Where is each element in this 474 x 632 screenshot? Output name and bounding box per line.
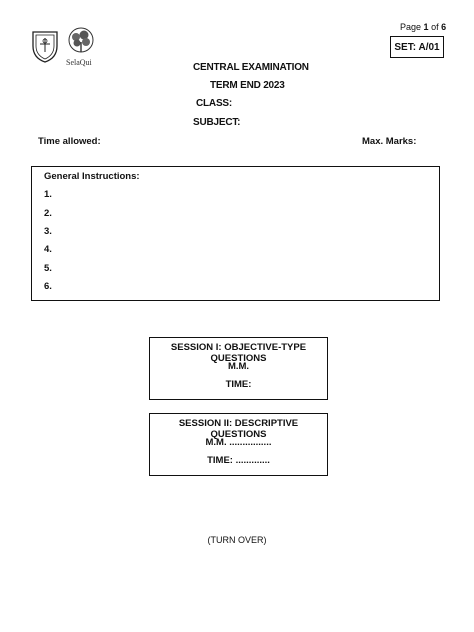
class-label: CLASS: — [196, 98, 233, 109]
set-code-box: SET: A/01 — [390, 36, 444, 58]
session-2-box — [149, 413, 328, 476]
session-1-title: SESSION I: OBJECTIVE-TYPE QUESTIONS — [170, 342, 307, 364]
school-crest-logo — [30, 28, 60, 64]
instruction-item: 6. — [44, 281, 52, 292]
session-1-time: TIME: — [225, 379, 252, 390]
time-allowed-label: Time allowed: — [38, 136, 101, 147]
instruction-item: 2. — [44, 208, 52, 219]
instruction-item: 3. — [44, 226, 52, 237]
page-number: Page 1 of 6 — [400, 22, 447, 32]
turn-over-note: (TURN OVER) — [207, 535, 267, 545]
session-1-box — [149, 337, 328, 400]
instruction-item: 4. — [44, 244, 52, 255]
session-2-mm: M.M. ................ — [205, 437, 272, 448]
instruction-item: 1. — [44, 189, 52, 200]
subject-label: SUBJECT: — [193, 117, 241, 128]
max-marks-label: Max. Marks: — [362, 136, 417, 147]
general-instructions-box — [31, 166, 440, 301]
instructions-title: General Instructions: — [44, 171, 140, 182]
session-1-mm: M.M. — [227, 361, 250, 372]
session-2-time: TIME: ............. — [207, 455, 270, 466]
session-2-title: SESSION II: DESCRIPTIVE QUESTIONS — [178, 418, 299, 440]
exam-title: CENTRAL EXAMINATION — [193, 62, 309, 73]
logo-caption: SelaQui — [66, 58, 92, 67]
term-title: TERM END 2023 — [210, 80, 285, 91]
instruction-item: 5. — [44, 263, 52, 274]
